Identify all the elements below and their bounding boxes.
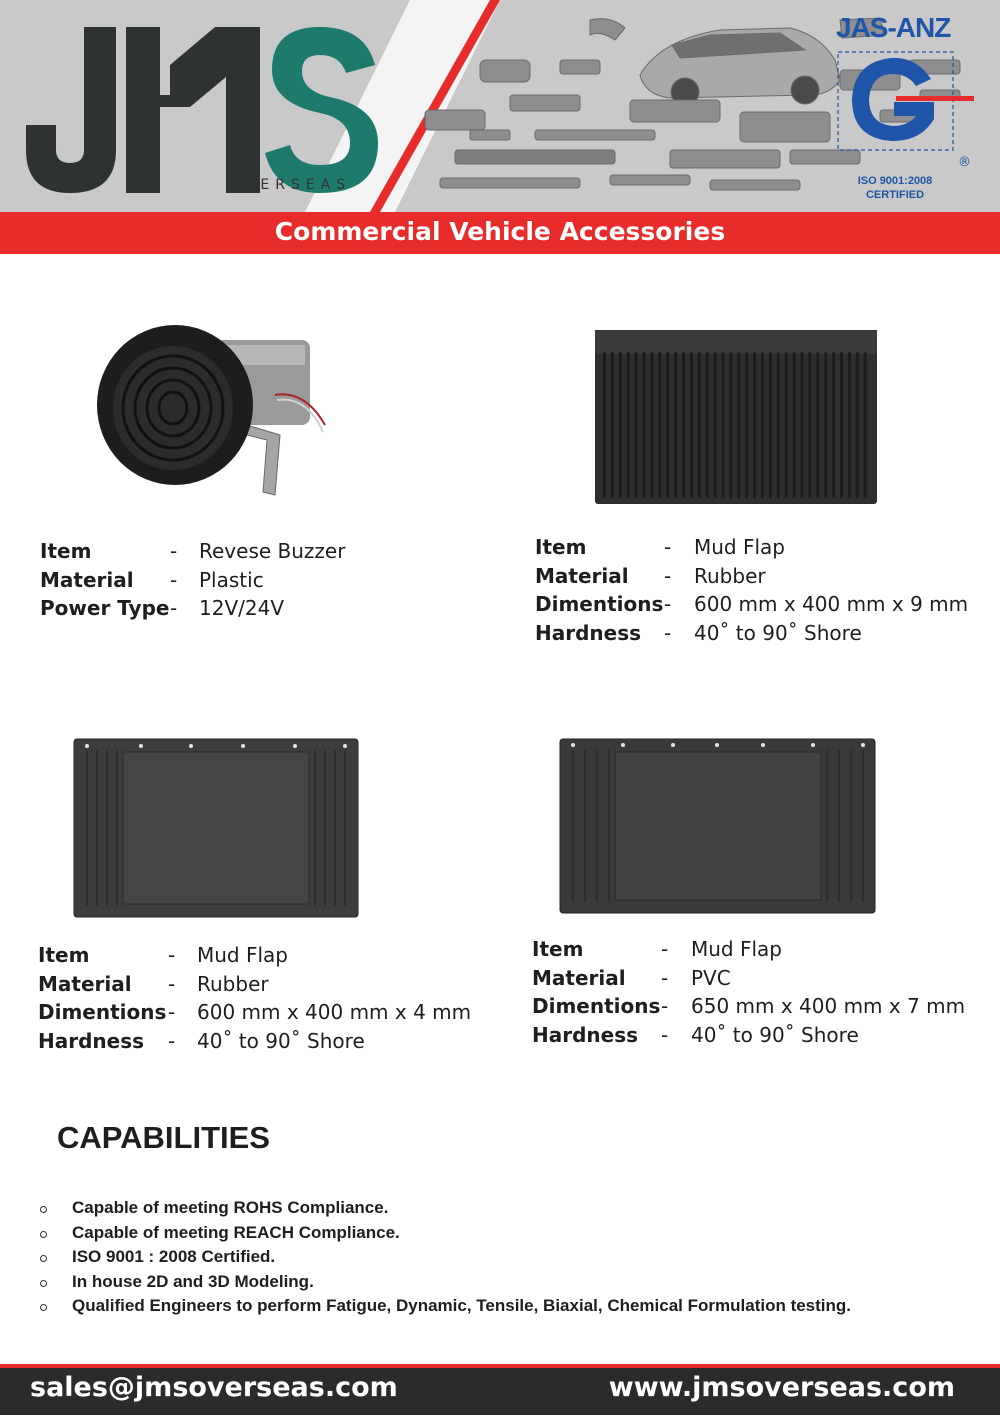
spec-label: Item xyxy=(40,539,92,563)
flap-rib xyxy=(674,352,677,498)
flap-rib xyxy=(832,352,835,498)
flap-rib xyxy=(690,352,693,498)
spec-value: Mud Flap xyxy=(694,535,785,559)
spec-value: Rubber xyxy=(197,971,269,996)
flap-rib xyxy=(840,352,843,498)
spec-dash: - xyxy=(168,971,176,996)
flap-rib xyxy=(785,352,788,498)
registered-mark: ® xyxy=(958,155,971,169)
flap-rib xyxy=(698,352,701,498)
flap-rib xyxy=(619,352,622,498)
spec-row-hardness xyxy=(38,1027,478,1056)
capabilities-title: CAPABILITIES xyxy=(57,1120,270,1155)
reverse-buzzer-image xyxy=(95,320,335,500)
spec-row-hardness xyxy=(532,1021,972,1050)
flap-rib xyxy=(706,352,709,498)
flap-rib xyxy=(666,352,669,498)
spec-row-material xyxy=(40,566,460,595)
bullet-icon xyxy=(40,1206,47,1213)
website-link[interactable]: www.jmsoverseas.com xyxy=(608,1372,955,1403)
flap-rib xyxy=(643,352,646,498)
flap-rib xyxy=(658,352,661,498)
spec-dash: - xyxy=(664,620,672,645)
flap-rib xyxy=(848,352,851,498)
product-specs-mud-flap-9mm xyxy=(535,533,975,647)
spec-label: Material xyxy=(535,563,629,588)
email-link[interactable]: sales@jmsoverseas.com xyxy=(30,1372,398,1403)
product-specs-mud-flap-pvc xyxy=(532,935,972,1049)
spec-label: Material xyxy=(40,567,134,592)
spec-value: Plastic xyxy=(199,567,264,592)
spec-dash: - xyxy=(664,535,672,559)
flap-rib xyxy=(808,352,811,498)
flap-rib xyxy=(650,352,653,498)
flap-rib xyxy=(603,352,606,498)
spec-dash: - xyxy=(170,539,178,563)
spec-value: PVC xyxy=(691,965,731,990)
capability-text: In house 2D and 3D Modeling. xyxy=(72,1271,314,1291)
iso-cert-line1: ISO 9001:2008 xyxy=(857,175,933,187)
capability-text: Capable of meeting REACH Compliance. xyxy=(72,1222,400,1242)
spec-row-item xyxy=(532,935,972,964)
spec-label: Item xyxy=(38,943,90,967)
spec-value: Revese Buzzer xyxy=(199,539,346,563)
flap-rib xyxy=(745,352,748,498)
spec-label: Item xyxy=(535,535,587,559)
product-specs-buzzer xyxy=(40,537,460,623)
spec-dash: - xyxy=(661,1022,669,1047)
list-item xyxy=(40,1270,960,1295)
flap-rib xyxy=(769,352,772,498)
spec-dash: - xyxy=(168,943,176,967)
flap-rib xyxy=(722,352,725,498)
spec-dash: - xyxy=(664,592,672,616)
spec-dash: - xyxy=(664,563,672,588)
spec-row-item xyxy=(535,533,975,562)
spec-value: Mud Flap xyxy=(197,943,288,967)
iso-cert-line2: CERTIFIED xyxy=(865,189,925,201)
flap-rib xyxy=(627,352,630,498)
flap-rib xyxy=(737,352,740,498)
flap-rib xyxy=(611,352,614,498)
list-item xyxy=(40,1245,960,1270)
spec-value: Mud Flap xyxy=(691,937,782,961)
flap-rib xyxy=(824,352,827,498)
cert-brand: JAS-ANZ xyxy=(836,12,951,43)
spec-label: Item xyxy=(532,937,584,961)
list-item xyxy=(40,1221,960,1246)
spec-row-dimensions xyxy=(535,590,975,619)
iso-certified-label xyxy=(840,174,950,202)
spec-row-dimensions xyxy=(532,992,972,1021)
spec-dash: - xyxy=(168,1000,176,1024)
capability-text: Capable of meeting ROHS Compliance. xyxy=(72,1198,389,1217)
spec-value: Rubber xyxy=(694,563,766,588)
spec-row-material xyxy=(532,964,972,993)
spec-dash: - xyxy=(170,596,178,620)
bullet-icon xyxy=(40,1231,47,1238)
spec-value: 40˚ to 90˚ Shore xyxy=(694,620,862,645)
bullet-icon xyxy=(40,1304,47,1311)
spec-row-item xyxy=(38,941,478,970)
spec-label: Hardness xyxy=(532,1022,639,1047)
flap-rib xyxy=(761,352,764,498)
bullet-icon xyxy=(40,1280,47,1287)
capability-text: Qualified Engineers to perform Fatigue, Dynamic, Tensile, Biaxial, Chemical Formulation testing. xyxy=(72,1296,852,1315)
flap-rib xyxy=(777,352,780,498)
spec-label: Power Type xyxy=(40,596,170,620)
spec-value: 40˚ to 90˚ Shore xyxy=(691,1022,859,1047)
bullet-icon xyxy=(40,1255,47,1262)
spec-dash: - xyxy=(661,965,669,990)
mud-flap-rubber-image xyxy=(73,738,359,918)
mud-flap-ribbed-image xyxy=(595,330,877,504)
spec-label: Dimentions xyxy=(38,1000,167,1024)
spec-row-power xyxy=(40,594,460,623)
spec-value: 600 mm x 400 mm x 4 mm xyxy=(197,1000,472,1024)
flap-rib xyxy=(729,352,732,498)
spec-row-item xyxy=(40,537,460,566)
spec-value: 40˚ to 90˚ Shore xyxy=(197,1028,365,1053)
spec-value: 12V/24V xyxy=(199,596,284,620)
spec-dash: - xyxy=(170,567,178,592)
spec-dash: - xyxy=(661,994,669,1018)
spec-value: 650 mm x 400 mm x 7 mm xyxy=(691,994,966,1018)
spec-label: Dimentions xyxy=(532,994,661,1018)
capabilities-list xyxy=(40,1196,960,1319)
certification-logo xyxy=(836,44,976,169)
spec-dash: - xyxy=(168,1028,176,1053)
list-item xyxy=(40,1294,960,1319)
spec-row-material xyxy=(535,562,975,591)
spec-dash: - xyxy=(661,937,669,961)
flap-rib xyxy=(801,352,804,498)
list-item xyxy=(40,1196,960,1221)
spec-row-material xyxy=(38,970,478,999)
spec-label: Dimentions xyxy=(535,592,664,616)
flap-rib xyxy=(816,352,819,498)
flap-rib xyxy=(856,352,859,498)
logo-subtitle: OVERSEAS xyxy=(228,177,352,193)
spec-label: Material xyxy=(532,965,626,990)
company-logo xyxy=(20,25,380,195)
spec-value: 600 mm x 400 mm x 9 mm xyxy=(694,592,969,616)
flap-rib xyxy=(864,352,867,498)
spec-label: Hardness xyxy=(38,1028,145,1053)
flap-rib xyxy=(714,352,717,498)
flap-rib xyxy=(635,352,638,498)
capability-text: ISO 9001 : 2008 Certified. xyxy=(72,1247,276,1266)
flap-rib xyxy=(682,352,685,498)
flap-rib xyxy=(753,352,756,498)
mud-flap-pvc-image xyxy=(559,738,876,914)
flap-rib xyxy=(793,352,796,498)
banner-title: Commercial Vehicle Accessories xyxy=(274,217,726,246)
spec-label: Material xyxy=(38,971,132,996)
spec-row-dimensions xyxy=(38,998,478,1027)
spec-row-hardness xyxy=(535,619,975,648)
spec-label: Hardness xyxy=(535,620,642,645)
product-specs-mud-flap-4mm xyxy=(38,941,478,1055)
